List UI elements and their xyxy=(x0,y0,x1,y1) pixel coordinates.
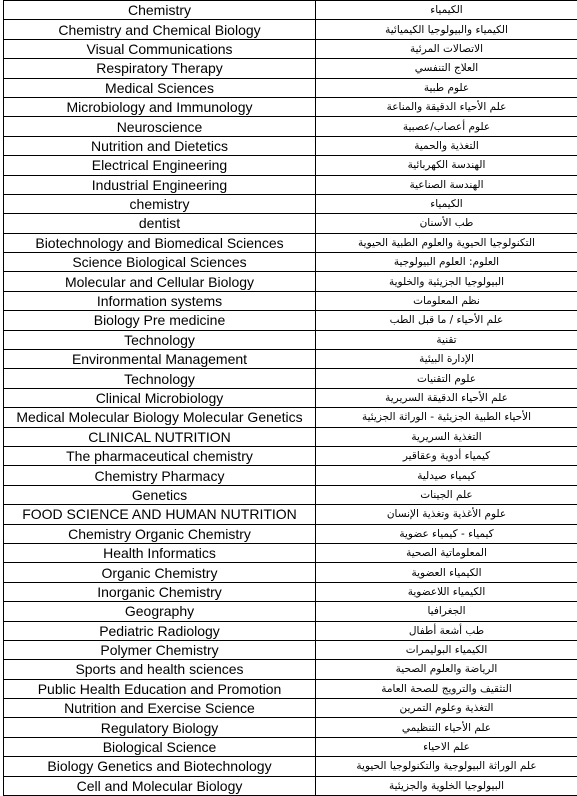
english-cell[interactable]: dentist xyxy=(4,214,316,233)
arabic-cell[interactable]: نظم المعلومات xyxy=(316,291,577,310)
table-row xyxy=(4,485,577,504)
english-cell[interactable]: Visual Communications xyxy=(4,39,316,58)
english-cell[interactable]: Cell and Molecular Biology xyxy=(4,776,316,795)
arabic-cell[interactable]: كيمياء - كيمياء عضوية xyxy=(316,524,577,543)
english-cell[interactable]: Organic Chemistry xyxy=(4,563,316,582)
table-row xyxy=(4,602,577,621)
english-cell[interactable]: Medical Molecular Biology Molecular Genetics xyxy=(4,408,316,427)
arabic-cell[interactable]: الكيمياء والبيولوجيا الكيميائية xyxy=(316,20,577,39)
arabic-cell[interactable]: البيولوجيا الجزيئية والخلوية xyxy=(316,272,577,291)
table-row xyxy=(4,679,577,698)
arabic-cell[interactable]: البيولوجيا الخلوية والجزيئية xyxy=(316,776,577,795)
english-cell[interactable]: Chemistry Organic Chemistry xyxy=(4,524,316,543)
english-cell[interactable]: Electrical Engineering xyxy=(4,156,316,175)
arabic-cell[interactable]: التغذية والحمية xyxy=(316,136,577,155)
arabic-cell[interactable]: علوم أعصاب/عصبية xyxy=(316,117,577,136)
table-row xyxy=(4,233,577,252)
table-row xyxy=(4,718,577,737)
english-cell[interactable]: Chemistry xyxy=(4,1,316,20)
arabic-cell[interactable]: علوم الأغذية وتغذية الإنسان xyxy=(316,505,577,524)
arabic-cell[interactable]: كيمياء صيدلية xyxy=(316,466,577,485)
arabic-cell[interactable]: التغذية السريرية xyxy=(316,427,577,446)
table-row xyxy=(4,776,577,795)
english-cell[interactable]: Biotechnology and Biomedical Sciences xyxy=(4,233,316,252)
table-body xyxy=(4,1,577,796)
english-cell[interactable]: Sports and health sciences xyxy=(4,660,316,679)
english-cell[interactable]: Genetics xyxy=(4,485,316,504)
arabic-cell[interactable]: علم الأحياء الدقيقة السريرية xyxy=(316,388,577,407)
table-row xyxy=(4,737,577,756)
arabic-cell[interactable]: الإدارة البيئية xyxy=(316,350,577,369)
table-row xyxy=(4,20,577,39)
table-row xyxy=(4,621,577,640)
arabic-cell[interactable]: الكيمياء xyxy=(316,194,577,213)
table-row xyxy=(4,59,577,78)
table-row xyxy=(4,757,577,776)
table-row xyxy=(4,543,577,562)
table-row xyxy=(4,408,577,427)
table-row xyxy=(4,272,577,291)
arabic-cell[interactable]: العلاج التنفسي xyxy=(316,59,577,78)
arabic-cell[interactable]: الهندسة الصناعية xyxy=(316,175,577,194)
english-cell[interactable]: Nutrition and Exercise Science xyxy=(4,699,316,718)
english-cell[interactable]: Public Health Education and Promotion xyxy=(4,679,316,698)
table-row xyxy=(4,156,577,175)
table-row xyxy=(4,97,577,116)
table-row xyxy=(4,388,577,407)
english-cell[interactable]: Science Biological Sciences xyxy=(4,253,316,272)
table-row xyxy=(4,466,577,485)
arabic-cell[interactable]: الرياضة والعلوم الصحية xyxy=(316,660,577,679)
table-row xyxy=(4,350,577,369)
arabic-cell[interactable]: كيمياء أدوية وعقاقير xyxy=(316,446,577,465)
arabic-cell[interactable]: الكيمياء العضوية xyxy=(316,563,577,582)
arabic-cell[interactable]: علم الأحياء / ما قبل الطب xyxy=(316,311,577,330)
arabic-cell[interactable]: المعلوماتية الصحية xyxy=(316,543,577,562)
table-row xyxy=(4,524,577,543)
english-cell[interactable]: Clinical Microbiology xyxy=(4,388,316,407)
arabic-cell[interactable]: الكيمياء اللاعضوية xyxy=(316,582,577,601)
arabic-cell[interactable]: علوم التقنيات xyxy=(316,369,577,388)
english-cell[interactable]: CLINICAL NUTRITION xyxy=(4,427,316,446)
english-cell[interactable]: Environmental Management xyxy=(4,350,316,369)
table-row xyxy=(4,446,577,465)
table-row xyxy=(4,175,577,194)
english-cell[interactable]: FOOD SCIENCE AND HUMAN NUTRITION xyxy=(4,505,316,524)
arabic-cell[interactable]: علم الجينات xyxy=(316,485,577,504)
arabic-cell[interactable]: طب أشعة أطفال xyxy=(316,621,577,640)
table-row xyxy=(4,253,577,272)
arabic-cell[interactable]: العلوم: العلوم البيولوجية xyxy=(316,253,577,272)
table-row xyxy=(4,291,577,310)
english-cell[interactable]: Chemistry Pharmacy xyxy=(4,466,316,485)
table-row xyxy=(4,369,577,388)
english-cell[interactable]: Geography xyxy=(4,602,316,621)
english-cell[interactable]: Technology xyxy=(4,369,316,388)
table-row xyxy=(4,427,577,446)
table-row xyxy=(4,311,577,330)
english-cell[interactable]: Industrial Engineering xyxy=(4,175,316,194)
arabic-cell[interactable]: علم الأحياء الدقيقة والمناعة xyxy=(316,97,577,116)
table-row xyxy=(4,78,577,97)
english-cell[interactable]: Health Informatics xyxy=(4,543,316,562)
english-cell[interactable]: Medical Sciences xyxy=(4,78,316,97)
english-cell[interactable]: Respiratory Therapy xyxy=(4,59,316,78)
table-row xyxy=(4,582,577,601)
table-row xyxy=(4,194,577,213)
english-cell[interactable]: Chemistry and Chemical Biology xyxy=(4,20,316,39)
english-cell[interactable]: Biology Pre medicine xyxy=(4,311,316,330)
arabic-cell[interactable]: الكيمياء xyxy=(316,1,577,20)
table-row xyxy=(4,136,577,155)
arabic-cell[interactable]: علم الاحياء xyxy=(316,737,577,756)
table-row xyxy=(4,640,577,659)
english-cell[interactable]: Technology xyxy=(4,330,316,349)
english-cell[interactable]: Polymer Chemistry xyxy=(4,640,316,659)
english-cell[interactable]: Biological Science xyxy=(4,737,316,756)
arabic-cell[interactable]: الكيمياء البوليمرات xyxy=(316,640,577,659)
english-cell[interactable]: chemistry xyxy=(4,194,316,213)
arabic-cell[interactable]: طب الأسنان xyxy=(316,214,577,233)
arabic-cell[interactable]: علوم طبية xyxy=(316,78,577,97)
arabic-cell[interactable]: علم الوراثة البيولوجية والتكنولوجيا الحيوية xyxy=(316,757,577,776)
table-row xyxy=(4,563,577,582)
english-cell[interactable]: Information systems xyxy=(4,291,316,310)
arabic-cell[interactable]: التكنولوجيا الحيوية والعلوم الطبية الحيوية xyxy=(316,233,577,252)
english-cell[interactable]: Pediatric Radiology xyxy=(4,621,316,640)
arabic-cell[interactable]: التثقيف والترويج للصحة العامة xyxy=(316,679,577,698)
table-row xyxy=(4,330,577,349)
arabic-cell[interactable]: الاتصالات المرئية xyxy=(316,39,577,58)
english-cell[interactable]: The pharmaceutical chemistry xyxy=(4,446,316,465)
english-cell[interactable]: Molecular and Cellular Biology xyxy=(4,272,316,291)
arabic-cell[interactable]: الجغرافيا xyxy=(316,602,577,621)
english-cell[interactable]: Microbiology and Immunology xyxy=(4,97,316,116)
arabic-cell[interactable]: الهندسة الكهربائية xyxy=(316,156,577,175)
english-cell[interactable]: Neuroscience xyxy=(4,117,316,136)
arabic-cell[interactable]: الأحياء الطبية الجزيئية - الوراثة الجزيئية xyxy=(316,408,577,427)
english-cell[interactable]: Inorganic Chemistry xyxy=(4,582,316,601)
translation-table xyxy=(3,0,577,796)
table-row xyxy=(4,117,577,136)
table-row xyxy=(4,1,577,20)
table-row xyxy=(4,214,577,233)
english-cell[interactable]: Biology Genetics and Biotechnology xyxy=(4,757,316,776)
table-row xyxy=(4,660,577,679)
arabic-cell[interactable]: علم الأحياء التنظيمي xyxy=(316,718,577,737)
arabic-cell[interactable]: التغذية وعلوم التمرين xyxy=(316,699,577,718)
table-row xyxy=(4,39,577,58)
english-cell[interactable]: Nutrition and Dietetics xyxy=(4,136,316,155)
arabic-cell[interactable]: تقنية xyxy=(316,330,577,349)
table-row xyxy=(4,505,577,524)
table-row xyxy=(4,699,577,718)
english-cell[interactable]: Regulatory Biology xyxy=(4,718,316,737)
